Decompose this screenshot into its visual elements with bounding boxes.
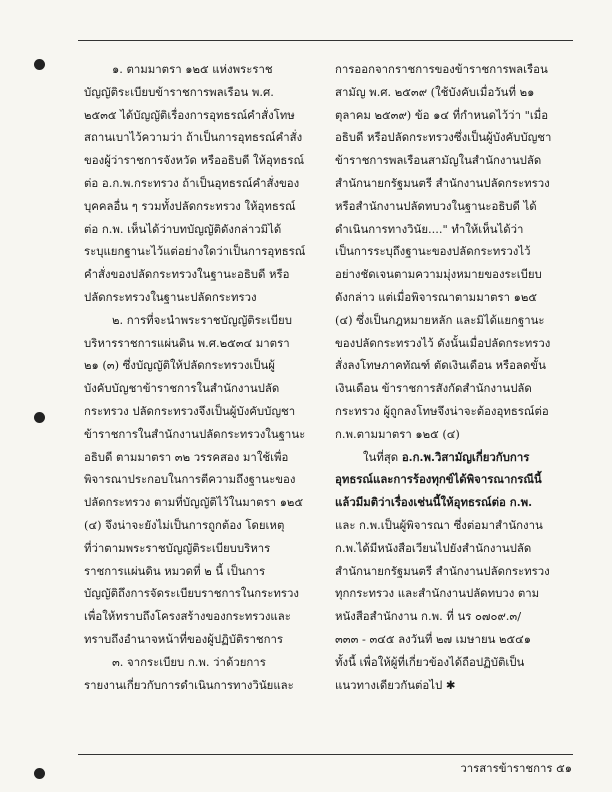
text-line: กระทรวง ผู้ถูกลงโทษจึงน่าจะต้องอุทธรณ์ต่อ [335, 403, 549, 418]
text-line: สั่งลงโทษภาคทัณฑ์ ตัดเงินเดือน หรือลดขั้น [335, 358, 546, 373]
right-column [335, 58, 570, 696]
text-line: สถานเบาไว้ความว่า ถ้าเป็นการอุทธรณ์คำสั่ง [84, 130, 303, 145]
text-line: ปลัดกระทรวง ตามที่บัญญัติไว้ในมาตรา ๑๒๕ [84, 495, 304, 510]
text-line: ข้าราชการพลเรือนสามัญในสำนักงานปลัด [335, 153, 542, 168]
text-line: สามัญ พ.ศ. ๒๕๓๙ (ใช้บังคับเมื่อวันที่ ๒๑ [335, 84, 535, 99]
text-line: อธิบดี หรือปลัดกระทรวงซึ่งเป็นผู้บังคับบัญชา [335, 130, 552, 145]
text-line: บริหารราชการแผ่นดิน พ.ศ.๒๕๓๔ มาตรา [84, 335, 290, 350]
text-line: ๒. การที่จะนำพระราชบัญญัติระเบียบ [112, 312, 292, 327]
text-line: แล้วมีมติว่าเรื่องเช่นนี้ให้อุทธรณ์ต่อ ก.พ. [335, 495, 533, 510]
text-line: ต่อ ก.พ. เห็นได้ว่าบทบัญญัติดังกล่าวมิได้ [84, 221, 282, 236]
text-line: ทุกกระทรวง และสำนักงานปลัดทบวง ตาม [335, 586, 540, 601]
left-column [84, 58, 319, 696]
text-line: ๒๑ (๓) ซึ่งบัญญัติให้ปลัดกระทรวงเป็นผู้ [84, 358, 275, 373]
text-line: บัญญัติระเบียบข้าราชการพลเรือน พ.ศ. [84, 84, 274, 99]
text-line: และ ก.พ.เป็นผู้พิจารณา ซึ่งต่อมาสำนักงาน [335, 517, 543, 532]
text-line: ระบุแยกฐานะไว้แต่อย่างใดว่าเป็นการอุทธรณ์ [84, 244, 306, 259]
text-line: ตุลาคม ๒๕๓๙) ข้อ ๑๔ ที่กำหนดไว้ว่า "เมื่อ [335, 107, 549, 122]
text-line: (๔) จึงน่าจะยังไม่เป็นการถูกต้อง โดยเหตุ [84, 517, 285, 532]
top-rule [78, 40, 573, 41]
text-line: ๑. ตามมาตรา ๑๒๕ แห่งพระราช [112, 62, 273, 76]
text-line: แนวทางเดียวกันต่อไป ✱ [335, 677, 456, 692]
text-line: ของผู้ว่าราชการจังหวัด หรืออธิบดี ให้อุทธรณ์ [84, 153, 305, 168]
text-line: ข้าราชการในสำนักงานปลัดกระทรวงในฐานะ [84, 426, 306, 441]
text-line: ที่ว่าตามพระราชบัญญัติระเบียบบริหาร [84, 540, 271, 555]
text-line: ทราบถึงอำนาจหน้าที่ของผู้ปฏิบัติราชการ [84, 631, 284, 646]
text-line: รายงานเกี่ยวกับการดำเนินการทางวินัยและ [84, 677, 294, 692]
text-line: ต่อ อ.ก.พ.กระทรวง ถ้าเป็นอุทธรณ์คำสั่งของ [84, 175, 300, 190]
bottom-rule [78, 754, 573, 755]
text-line: การออกจากราชการของข้าราชการพลเรือน [335, 62, 548, 76]
punch-hole-top [34, 59, 45, 70]
text-line: คำสั่งของปลัดกระทรวงในฐานะอธิบดี หรือ [84, 267, 290, 282]
text-line: สำนักนายกรัฐมนตรี สำนักงานปลัดกระทรวง [335, 563, 550, 578]
footer-journal-page: วารสารข้าราชการ ๕๑ [460, 761, 572, 775]
text-line: เงินเดือน ข้าราชการสังกัดสำนักงานปลัด [335, 381, 532, 396]
text-line: อุทธรณ์และการร้องทุกข์ได้พิจารณากรณีนี้ [335, 472, 542, 487]
text-line: เพื่อให้ทราบถึงโครงสร้างของกระทรวงและ [84, 609, 291, 624]
punch-hole-middle [34, 412, 45, 423]
text-segment-bold: อ.ก.พ.วิสามัญเกี่ยวกับการ [401, 449, 530, 464]
text-line: ดังกล่าว แต่เมื่อพิจารณาตามมาตรา ๑๒๕ [335, 289, 537, 304]
text-line: ๒๕๓๕ ได้บัญญัติเรื่องการอุทธรณ์คำสั่งโทษ [84, 107, 295, 122]
text-line: เป็นการระบุถึงฐานะของปลัดกระทรวงไว้ [335, 244, 531, 259]
text-line: อย่างชัดเจนตามความมุ่งหมายของระเบียบ [335, 267, 542, 282]
text-line: กระทรวง ปลัดกระทรวงจึงเป็นผู้บังคับบัญชา [84, 403, 296, 418]
text-line: ดำเนินการทางวินัย...." ทำให้เห็นได้ว่า [335, 221, 524, 236]
text-line [335, 446, 570, 469]
text-line: ก.พ.ตามมาตรา ๑๒๕ (๔) [335, 426, 460, 441]
text-line: ราชการแผ่นดิน หมวดที่ ๒ นี้ เป็นการ [84, 563, 266, 578]
text-line: บุคคลอื่น ๆ รวมทั้งปลัดกระทรวง ให้อุทธรณ์ [84, 198, 296, 213]
text-line: ๓๓๓ - ๓๔๕ ลงวันที่ ๒๗ เมษายน ๒๕๔๑ [335, 631, 532, 646]
text-line: สำนักนายกรัฐมนตรี สำนักงานปลัดกระทรวง [335, 175, 550, 190]
text-segment: ในที่สุด [363, 449, 402, 464]
text-line: บัญญัติถึงการจัดระเบียบราชการในกระทรวง [84, 586, 299, 601]
text-line: พิจารณาประกอบในการตีความถึงฐานะของ [84, 472, 296, 487]
text-line: ๓. จากระเบียบ ก.พ. ว่าด้วยการ [112, 654, 266, 669]
text-line: ทั้งนี้ เพื่อให้ผู้ที่เกี่ยวข้องได้ถือปฏิบัติเป็น [335, 654, 525, 669]
text-line: ของปลัดกระทรวงไว้ ดังนั้นเมื่อปลัดกระทรวง [335, 335, 551, 350]
text-line: หนังสือสำนักงาน ก.พ. ที่ นร ๐๗๐๙.๓/ [335, 609, 522, 624]
text-line: ปลัดกระทรวงในฐานะปลัดกระทรวง [84, 289, 257, 304]
text-line: หรือสำนักงานปลัดทบวงในฐานะอธิบดี ได้ [335, 198, 537, 213]
text-line: ก.พ.ได้มีหนังสือเวียนไปยังสำนักงานปลัด [335, 540, 532, 555]
text-line: (๔) ซึ่งเป็นกฎหมายหลัก และมิได้แยกฐานะ [335, 312, 545, 327]
text-line: อธิบดี ตามมาตรา ๓๒ วรรคสอง มาใช้เพื่อ [84, 449, 289, 464]
punch-hole-bottom [34, 768, 45, 779]
text-line: บังคับบัญชาข้าราชการในสำนักงานปลัด [84, 381, 280, 396]
